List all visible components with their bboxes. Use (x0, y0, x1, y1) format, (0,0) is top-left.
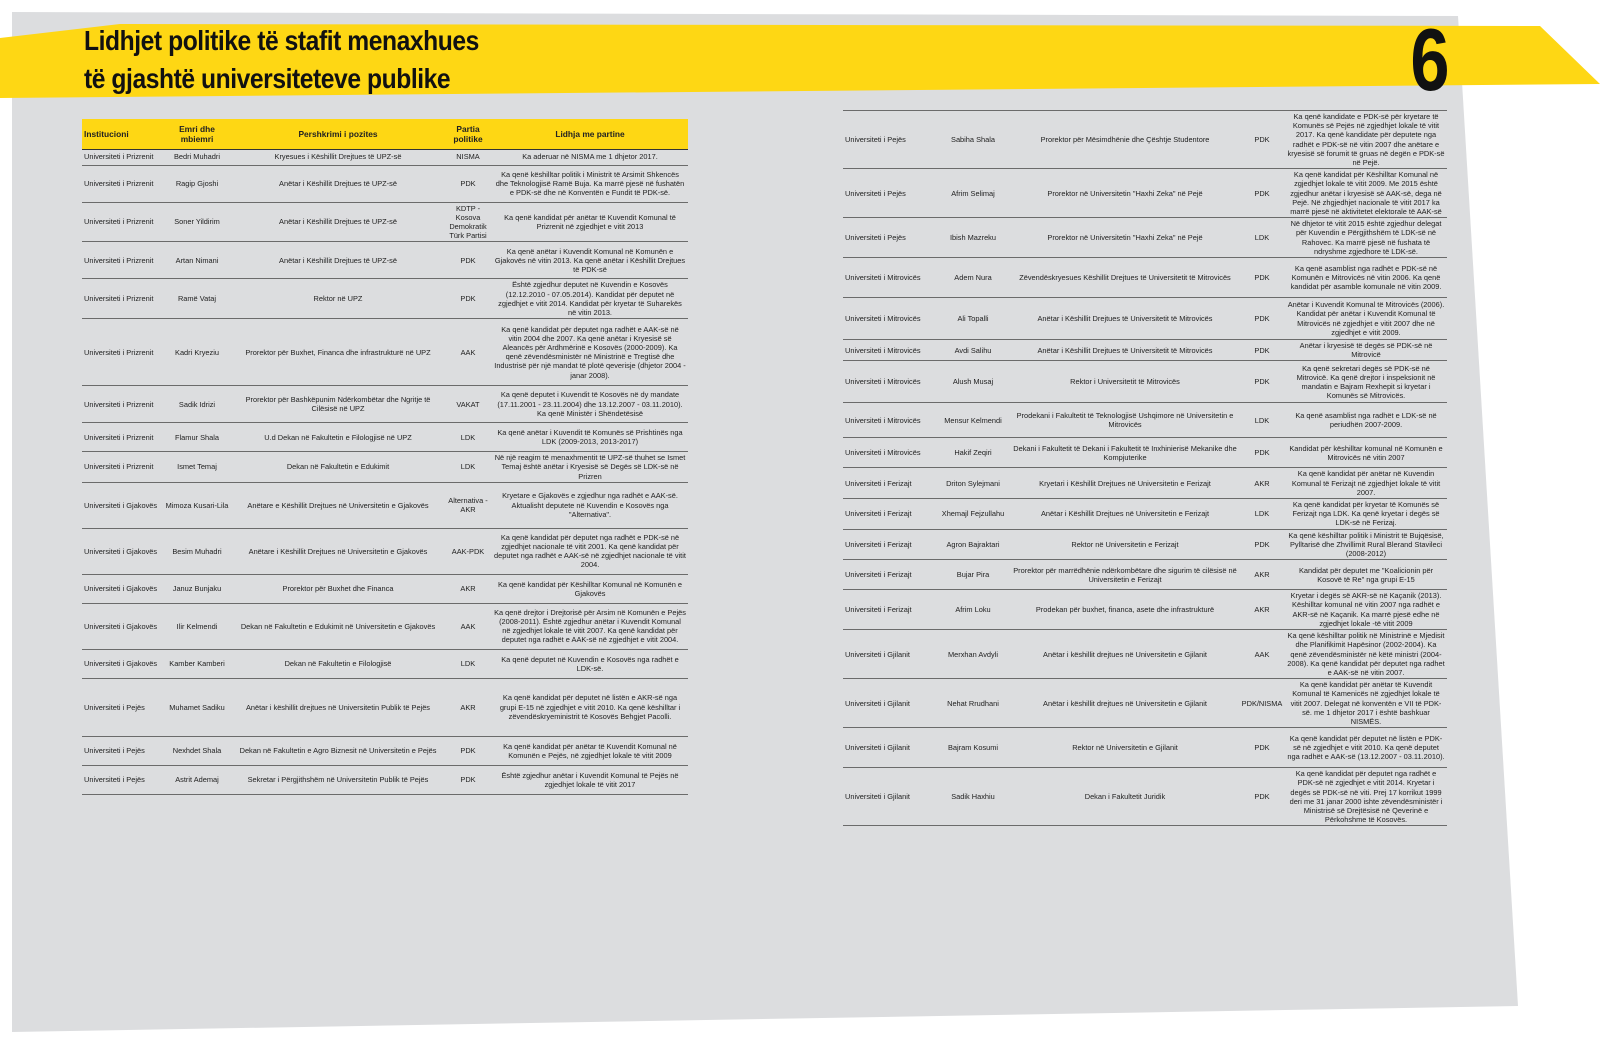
cell-link: Ka qenë deputet në Kuvendin e Kosovës nga radhët e LDK-së. (492, 649, 688, 678)
cell-link: Anëtar i Kuvendit Komunal të Mitrovicës (2006). Kandidat për anëtar i Kuvendit Komunal të Mitrovicës në zgjedhjet e vitit 2007 dhe në zgjedhjet e vitit 2009. (1285, 298, 1447, 340)
cell-position: Rektor në UPZ (232, 279, 444, 319)
cell-inst: Universiteti i Prizrenit (82, 386, 162, 423)
cell-position: Anëtar i Këshillit Drejtues të UPZ-së (232, 242, 444, 279)
table-row (843, 468, 1447, 499)
cell-link: Ka qenë kandidat për kryetar të Komunës së Ferizajt nga LDK. Ka qenë kryetar i degës së LDK-së në Ferizaj. (1285, 499, 1447, 530)
cell-position: Anëtare i Këshillit Drejtues në Universitetin e Gjakovës (232, 528, 444, 574)
cell-party: LDK (1239, 403, 1285, 438)
cell-name: Flamur Shala (162, 423, 232, 452)
cell-link: Ka qenë kandidat për deputet nga radhët e PDK-së në zgjedhjet nacionale të vitit 2001. Ka qenë kandidat për deputet nga radhët e AAK-së në zgjedhjet nacionale të vitit 2004. (492, 528, 688, 574)
cell-inst: Universiteti i Ferizajt (843, 499, 935, 530)
cell-party: PDK (1239, 298, 1285, 340)
cell-inst: Universiteti i Prizrenit (82, 149, 162, 165)
cell-party: PDK/NISMA (1239, 679, 1285, 728)
cell-name: Sadik Haxhiu (935, 768, 1011, 826)
cell-link: Kandidat për deputet me "Koalicionin për Kosovë të Re" nga grupi E-15 (1285, 560, 1447, 590)
cell-name: Ali Topalli (935, 298, 1011, 340)
cell-link: Ka qenë këshilltar politik i Ministrit të Bujqësisë, Pylltarisë dhe Zhvillimit Rural Blerand Stavileci (2008-2012) (1285, 529, 1447, 560)
left-table (82, 119, 688, 795)
header-party: Partia politike (444, 119, 492, 149)
cell-inst: Universiteti i Ferizajt (843, 529, 935, 560)
cell-position: Prorektor për marrëdhënie ndërkombëtare dhe sigurim të cilësisë në Universitetin e Ferizajt (1011, 560, 1239, 590)
cell-link: Ka qenë këshilltar politik i Ministrit të Arsimit Shkencës dhe Teknologjisë Ramë Buja. Ka marrë pjesë në fushatën e PDK-së dhe në Konventën e Fundit të PDK-së. (492, 165, 688, 202)
cell-party: PDK (1239, 258, 1285, 298)
table-row (82, 242, 688, 279)
cell-inst: Universiteti i Pejës (82, 736, 162, 765)
cell-position: Dekan në Fakultetin e Filologjisë (232, 649, 444, 678)
table-row (843, 590, 1447, 630)
cell-name: Ragip Gjoshi (162, 165, 232, 202)
cell-name: Agron Bajraktari (935, 529, 1011, 560)
page-title (84, 22, 784, 98)
cell-link: Ka qenë kandidat për anëtar të Kuvendit Komunal të Kamenicës në zgjedhjet lokale të vitit 2007. Delegat në konventën e VII të PDK-së. me 1 dhjetor 2017 i është bashkuar NISMËS. (1285, 679, 1447, 728)
cell-inst: Universiteti i Prizrenit (82, 319, 162, 386)
table-row (843, 111, 1447, 169)
cell-position: Prorektor për Buxhet dhe Financa (232, 574, 444, 603)
cell-inst: Universiteti i Pejës (82, 765, 162, 794)
cell-inst: Universiteti i Gjakovës (82, 649, 162, 678)
cell-inst: Universiteti i Pejës (843, 218, 935, 258)
cell-name: Bedri Muhadri (162, 149, 232, 165)
cell-inst: Universiteti i Pejës (843, 169, 935, 218)
cell-inst: Universiteti i Pejës (82, 678, 162, 736)
cell-name: Sadik Idrizi (162, 386, 232, 423)
cell-position: Kryetari i Këshillit Drejtues në Universitetin e Ferizajt (1011, 468, 1239, 499)
table-row (82, 574, 688, 603)
header-position: Pershkrimi i pozites (232, 119, 444, 149)
table-row (82, 423, 688, 452)
cell-name: Besim Muhadri (162, 528, 232, 574)
cell-position: Anëtar i këshillit drejtues në Universitetin e Gjilanit (1011, 630, 1239, 679)
cell-link: Ka qenë këshilltar politik në Ministrinë e Mjedisit dhe Planifikimit Hapësinor (2002-2004). Ka qenë zëvendësministër në këtë ministri (2004-2008). Ka qenë kandidat për deputet nga radhet e AAK-së në vitin 2007. (1285, 630, 1447, 679)
cell-name: Adem Nura (935, 258, 1011, 298)
cell-link: Ka qenë kandidat për deputet nga radhët e AAK-së në vitin 2004 dhe 2007. Ka qenë anëtar i Kryesisë së Aleancës për Ardhmërinë e Kosovës (2000-2009). Ka qenë zëvendësministër në Ministrinë e Tregtisë dhe Industrisë për një mandat të plotë qeverisje (dhjetor 2004 - janar 2008). (492, 319, 688, 386)
cell-position: Anëtar i Këshillit Drejtues të Universitetit të Mitrovicës (1011, 340, 1239, 361)
cell-party: AAK-PDK (444, 528, 492, 574)
table-row (843, 403, 1447, 438)
right-table-body (843, 111, 1447, 826)
cell-position: Prorektor për Bashkëpunim Ndërkombëtar dhe Ngritje të Cilësisë në UPZ (232, 386, 444, 423)
cell-name: Bajram Kosumi (935, 728, 1011, 768)
table-row (82, 452, 688, 483)
cell-inst: Universiteti i Mitrovicës (843, 298, 935, 340)
cell-party: PDK (1239, 529, 1285, 560)
cell-link: Ka qenë anëtar i Kuvendit të Komunës së Prishtinës nga LDK (2009-2013, 2013-2017) (492, 423, 688, 452)
cell-link: Ka qenë asamblist nga radhët e PDK-së në Komunën e Mitrovicës në vitin 2006. Ka qenë kandidat për asamble komunale në vitin 2009. (1285, 258, 1447, 298)
cell-link: Ka qenë kandidat për anëtar të Kuvendit Komunal të Prizrenit në zgjedhjet e vitit 2013 (492, 202, 688, 242)
header-link: Lidhja me partine (492, 119, 688, 149)
cell-link: Ka qenë kandidate e PDK-së për kryetare të Komunës së Pejës në zgjedhjet lokale të vitit 2017. Ka qenë kandidate për deputete nga radhët e PDK-së në vitin 2007 dhe anëtare e kryesisë së forumit të gruas në degën e PDK-së në Pejë. (1285, 111, 1447, 169)
cell-name: Mimoza Kusari-Lila (162, 482, 232, 528)
cell-party: PDK (444, 165, 492, 202)
cell-party: PDK (444, 765, 492, 794)
cell-party: AKR (444, 574, 492, 603)
cell-position: Anëtar i Këshillit Drejtues në Universitetin e Ferizajt (1011, 499, 1239, 530)
cell-name: Alush Musaj (935, 361, 1011, 403)
cell-name: Avdi Salihu (935, 340, 1011, 361)
cell-name: Hakif Zeqiri (935, 438, 1011, 468)
cell-position: Anëtar i Këshillit Drejtues të UPZ-së (232, 202, 444, 242)
cell-party: LDK (1239, 499, 1285, 530)
cell-party: AAK (444, 603, 492, 649)
cell-inst: Universiteti i Ferizajt (843, 590, 935, 630)
cell-inst: Universiteti i Prizrenit (82, 279, 162, 319)
cell-name: Ramë Vataj (162, 279, 232, 319)
cell-link: Kryetar i degës së AKR-së në Kaçanik (2013). Këshilltar komunal në vitin 2007 nga radhët e AKR-së në Kaçanik. Ka marrë pjesë edhe në zgjedhjet lokale -të vitit 2009 (1285, 590, 1447, 630)
cell-inst: Universiteti i Gjilanit (843, 768, 935, 826)
cell-position: Anëtar i Këshillit Drejtues të Universitetit të Mitrovicës (1011, 298, 1239, 340)
cell-link: Kryetare e Gjakovës e zgjedhur nga radhët e AAK-së. Aktualisht deputete në Kuvendin e Kosovës nga "Alternativa". (492, 482, 688, 528)
title-line-2: të gjashtë universiteteve publike (84, 63, 451, 94)
cell-inst: Universiteti i Gjakovës (82, 528, 162, 574)
table-row (843, 218, 1447, 258)
table-row (843, 630, 1447, 679)
cell-inst: Universiteti i Mitrovicës (843, 403, 935, 438)
cell-position: Zëvendëskryesues Këshillit Drejtues të Universitetit të Mitrovicës (1011, 258, 1239, 298)
table-row (82, 765, 688, 794)
cell-party: LDK (444, 649, 492, 678)
header-institution: Institucioni (82, 119, 162, 149)
cell-party: AAK (1239, 630, 1285, 679)
table-row (82, 202, 688, 242)
cell-inst: Universiteti i Prizrenit (82, 242, 162, 279)
header-name: Emri dhe mbiemri (162, 119, 232, 149)
table-row (843, 499, 1447, 530)
cell-link: Është zgjedhur deputet në Kuvendin e Kosovës (12.12.2010 - 07.05.2014). Kandidat për deputet në zgjedhjet e vitit 2014. Kandidat për kryetar të Suharekës në vitin 2013. (492, 279, 688, 319)
table-row (843, 169, 1447, 218)
cell-inst: Universiteti i Prizrenit (82, 202, 162, 242)
cell-party: PDK (444, 736, 492, 765)
cell-party: PDK (444, 279, 492, 319)
table-row (843, 728, 1447, 768)
cell-inst: Universiteti i Gjilanit (843, 630, 935, 679)
cell-inst: Universiteti i Gjakovës (82, 574, 162, 603)
table-row (843, 560, 1447, 590)
table-row (843, 361, 1447, 403)
cell-party: AKR (1239, 560, 1285, 590)
table-row (82, 386, 688, 423)
cell-position: Prorektor për Mësimdhënie dhe Çështje Studentore (1011, 111, 1239, 169)
cell-party: PDK (1239, 768, 1285, 826)
cell-position: Rektor i Universitetit të Mitrovicës (1011, 361, 1239, 403)
cell-position: Sekretar i Përgjithshëm në Universitetin Publik të Pejës (232, 765, 444, 794)
cell-link: Ka qenë kandidat për deputet në listën e PDK-së në zgjedhjet e vitit 2010. Ka qenë deputet nga radhët e AAK-së (13.12.2007 - 03.11.2010). (1285, 728, 1447, 768)
cell-name: Muhamet Sadiku (162, 678, 232, 736)
cell-link: Në dhjetor të vitit 2015 është zgjedhur delegat për Kuvendin e Përgjithshëm të LDK-së në Rahovec. Ka marrë pjesë në fushata të ndryshme zgjedhore të LDK-së. (1285, 218, 1447, 258)
cell-link: Ka qenë kandidat për deputet nga radhët e PDK-së në zgjedhjet e vitit 2014. Kryetar i degës së PDK-së në viti. Prej 17 korrikut 1999 deri me 31 janar 2000 ishte zëvendësministër i Ministrisë së Drejtësisë në Qeverinë e Përkohshme të Kosovës. (1285, 768, 1447, 826)
cell-inst: Universiteti i Prizrenit (82, 452, 162, 483)
cell-party: PDK (1239, 340, 1285, 361)
cell-party: LDK (1239, 218, 1285, 258)
table-row (843, 529, 1447, 560)
page-number: 6 (1410, 10, 1450, 109)
cell-position: Prorektor në Universitetin "Haxhi Zeka" në Pejë (1011, 218, 1239, 258)
title-line-1: Lidhjet politike të stafit menaxhues (84, 25, 479, 56)
cell-party: VAKAT (444, 386, 492, 423)
cell-party: AKR (1239, 590, 1285, 630)
cell-position: Dekan në Fakultetin e Edukimit (232, 452, 444, 483)
cell-party: AKR (1239, 468, 1285, 499)
cell-link: Ka qenë sekretari degës së PDK-së në Mitrovicë. Ka qenë drejtor i inspeksionit në mandatin e Bajram Rexhepit si kryetar i Komunës së Mitrovicës. (1285, 361, 1447, 403)
cell-position: Dekan i Fakultetit Juridik (1011, 768, 1239, 826)
cell-party: PDK (1239, 728, 1285, 768)
cell-link: Ka qenë anëtar i Kuvendit Komunal në Komunën e Gjakovës në vitin 2013. Ka qenë anëtar i Këshillit Drejtues të PDK-së (492, 242, 688, 279)
cell-link: Ka qenë kandidat për deputet në listën e AKR-së nga grupi E-15 në zgjedhjet e vitit 2010. Ka qenë këshilltar i zëvendëskryeministrit të Kosovës Behgjet Pacolli. (492, 678, 688, 736)
cell-position: Rektor në Universitetin e Ferizajt (1011, 529, 1239, 560)
cell-position: Prorektor në Universitetin "Haxhi Zeka" në Pejë (1011, 169, 1239, 218)
cell-link: Ka qenë kandidat për Këshilltar Komunal në zgjedhjet lokale të vitit 2009. Me 2015 është zgjedhur anëtar i kryesisë së AAK-së, dega në Pejë. Në zhgjedhjet nacionale të vitit 2017 ka marrë pjesë në aktivitetet elektorale të AAK-së (1285, 169, 1447, 218)
cell-party: PDK (1239, 169, 1285, 218)
cell-party: PDK (1239, 361, 1285, 403)
cell-party: PDK (1239, 438, 1285, 468)
cell-party: PDK (444, 242, 492, 279)
cell-party: PDK (1239, 111, 1285, 169)
table-row (82, 482, 688, 528)
cell-party: KDTP - Kosova Demokratik Türk Partisi (444, 202, 492, 242)
cell-name: Mensur Kelmendi (935, 403, 1011, 438)
cell-name: Afrim Loku (935, 590, 1011, 630)
cell-link: Ka qenë asamblist nga radhët e LDK-së në periudhën 2007-2009. (1285, 403, 1447, 438)
cell-name: Ismet Temaj (162, 452, 232, 483)
cell-position: Kryesues i Këshillit Drejtues të UPZ-së (232, 149, 444, 165)
cell-party: LDK (444, 423, 492, 452)
cell-inst: Universiteti i Pejës (843, 111, 935, 169)
table-row (843, 298, 1447, 340)
table-row (82, 149, 688, 165)
cell-position: Prorektor për Buxhet, Financa dhe infrastrukturë në UPZ (232, 319, 444, 386)
cell-inst: Universiteti i Gjilanit (843, 679, 935, 728)
cell-link: Është zgjedhur anëtar i Kuvendit Komunal të Pejës në zgjedhjet lokale të vitit 2017 (492, 765, 688, 794)
cell-link: Kandidat për këshilltar komunal në Komunën e Mitrovicës në vitin 2007 (1285, 438, 1447, 468)
cell-inst: Universiteti i Ferizajt (843, 468, 935, 499)
table-row (82, 736, 688, 765)
cell-position: Dekani i Fakultetit të Dekani i Fakultetit të Inxhinierisë Mekanike dhe Kompjuterike (1011, 438, 1239, 468)
cell-name: Soner Yildirim (162, 202, 232, 242)
cell-position: Dekan në Fakultetin e Edukimit në Universitetin e Gjakovës (232, 603, 444, 649)
table-row (843, 679, 1447, 728)
cell-inst: Universiteti i Gjakovës (82, 603, 162, 649)
right-table (843, 110, 1447, 826)
cell-name: Kadri Kryeziu (162, 319, 232, 386)
cell-party: AAK (444, 319, 492, 386)
cell-position: Anëtar i këshillit drejtues në Universitetin e Gjilanit (1011, 679, 1239, 728)
cell-inst: Universiteti i Gjilanit (843, 728, 935, 768)
cell-inst: Universiteti i Gjakovës (82, 482, 162, 528)
table-row (82, 678, 688, 736)
cell-party: NISMA (444, 149, 492, 165)
cell-link: Ka aderuar në NISMA me 1 dhjetor 2017. (492, 149, 688, 165)
cell-name: Sabiha Shala (935, 111, 1011, 169)
cell-position: Prodekani i Fakultetit të Teknologjisë Ushqimore në Universitetin e Mitrovicës (1011, 403, 1239, 438)
cell-name: Ilir Kelmendi (162, 603, 232, 649)
cell-party: AKR (444, 678, 492, 736)
cell-inst: Universiteti i Ferizajt (843, 560, 935, 590)
table-row (843, 768, 1447, 826)
cell-position: Dekan në Fakultetin e Agro Biznesit në Universitetin e Pejës (232, 736, 444, 765)
cell-link: Në një reagim të menaxhmentit të UPZ-së thuhet se Ismet Temaj është anëtar i Kryesisë së Degës së LDK-së në Prizren (492, 452, 688, 483)
cell-party: LDK (444, 452, 492, 483)
cell-name: Merxhan Avdyli (935, 630, 1011, 679)
left-table-body (82, 149, 688, 794)
cell-inst: Universiteti i Mitrovicës (843, 258, 935, 298)
cell-name: Nehat Rrudhani (935, 679, 1011, 728)
cell-name: Afrim Selimaj (935, 169, 1011, 218)
cell-link: Ka qenë deputet i Kuvendit të Kosovës në dy mandate (17.11.2001 - 23.11.2004) dhe 13.12.2007 - 03.11.2010). Ka qenë Ministër i Shëndetësisë (492, 386, 688, 423)
cell-name: Astrit Ademaj (162, 765, 232, 794)
cell-name: Artan Nimani (162, 242, 232, 279)
cell-link: Ka qenë kandidat për anëtar në Kuvendin Komunal të Ferizajt në zgjedhjet lokale të vitit 2007. (1285, 468, 1447, 499)
cell-inst: Universiteti i Mitrovicës (843, 361, 935, 403)
cell-name: Xhemajl Fejzullahu (935, 499, 1011, 530)
table-row (843, 340, 1447, 361)
cell-name: Kamber Kamberi (162, 649, 232, 678)
table-row (82, 649, 688, 678)
cell-inst: Universiteti i Prizrenit (82, 165, 162, 202)
cell-party: Alternativa - AKR (444, 482, 492, 528)
table-row (82, 603, 688, 649)
cell-link: Ka qenë drejtor i Drejtorisë për Arsim në Komunën e Pejës (2008-2011). Është zgjedhur anëtar i Kuvendit Komunal në zgjedhjet lokale të vitit 2007. Ka qenë kandidat për deputet nga radhët e AAK-së në zgjedhjet e vitit 2004. (492, 603, 688, 649)
cell-link: Anëtar i kryesisë të degës së PDK-së në Mitrovicë (1285, 340, 1447, 361)
table-row (82, 165, 688, 202)
table-row (82, 319, 688, 386)
cell-position: Prodekan për buxhet, financa, asete dhe infrastrukturë (1011, 590, 1239, 630)
table-row (82, 279, 688, 319)
cell-link: Ka qenë kandidat për Këshilltar Komunal në Komunën e Gjakovës (492, 574, 688, 603)
cell-link: Ka qenë kandidat për anëtar të Kuvendit Komunal në Komunën e Pejës, në zgjedhjet lokale të vitit 2009 (492, 736, 688, 765)
cell-position: Rektor në Universitetin e Gjilanit (1011, 728, 1239, 768)
cell-name: Driton Sylejmani (935, 468, 1011, 499)
cell-position: Anëtare e Këshillit Drejtues në Universitetin e Gjakovës (232, 482, 444, 528)
cell-position: U.d Dekan në Fakultetin e Filologjisë në UPZ (232, 423, 444, 452)
cell-inst: Universiteti i Prizrenit (82, 423, 162, 452)
table-row (843, 258, 1447, 298)
cell-name: Ibish Mazreku (935, 218, 1011, 258)
cell-name: Bujar Pira (935, 560, 1011, 590)
cell-name: Nexhdet Shala (162, 736, 232, 765)
cell-position: Anëtar i këshillit drejtues në Universitetin Publik të Pejës (232, 678, 444, 736)
cell-position: Anëtar i Këshillit Drejtues të UPZ-së (232, 165, 444, 202)
cell-inst: Universiteti i Mitrovicës (843, 340, 935, 361)
table-row (843, 438, 1447, 468)
cell-inst: Universiteti i Mitrovicës (843, 438, 935, 468)
table-row (82, 528, 688, 574)
cell-name: Januz Bunjaku (162, 574, 232, 603)
table-header-row (82, 119, 688, 149)
